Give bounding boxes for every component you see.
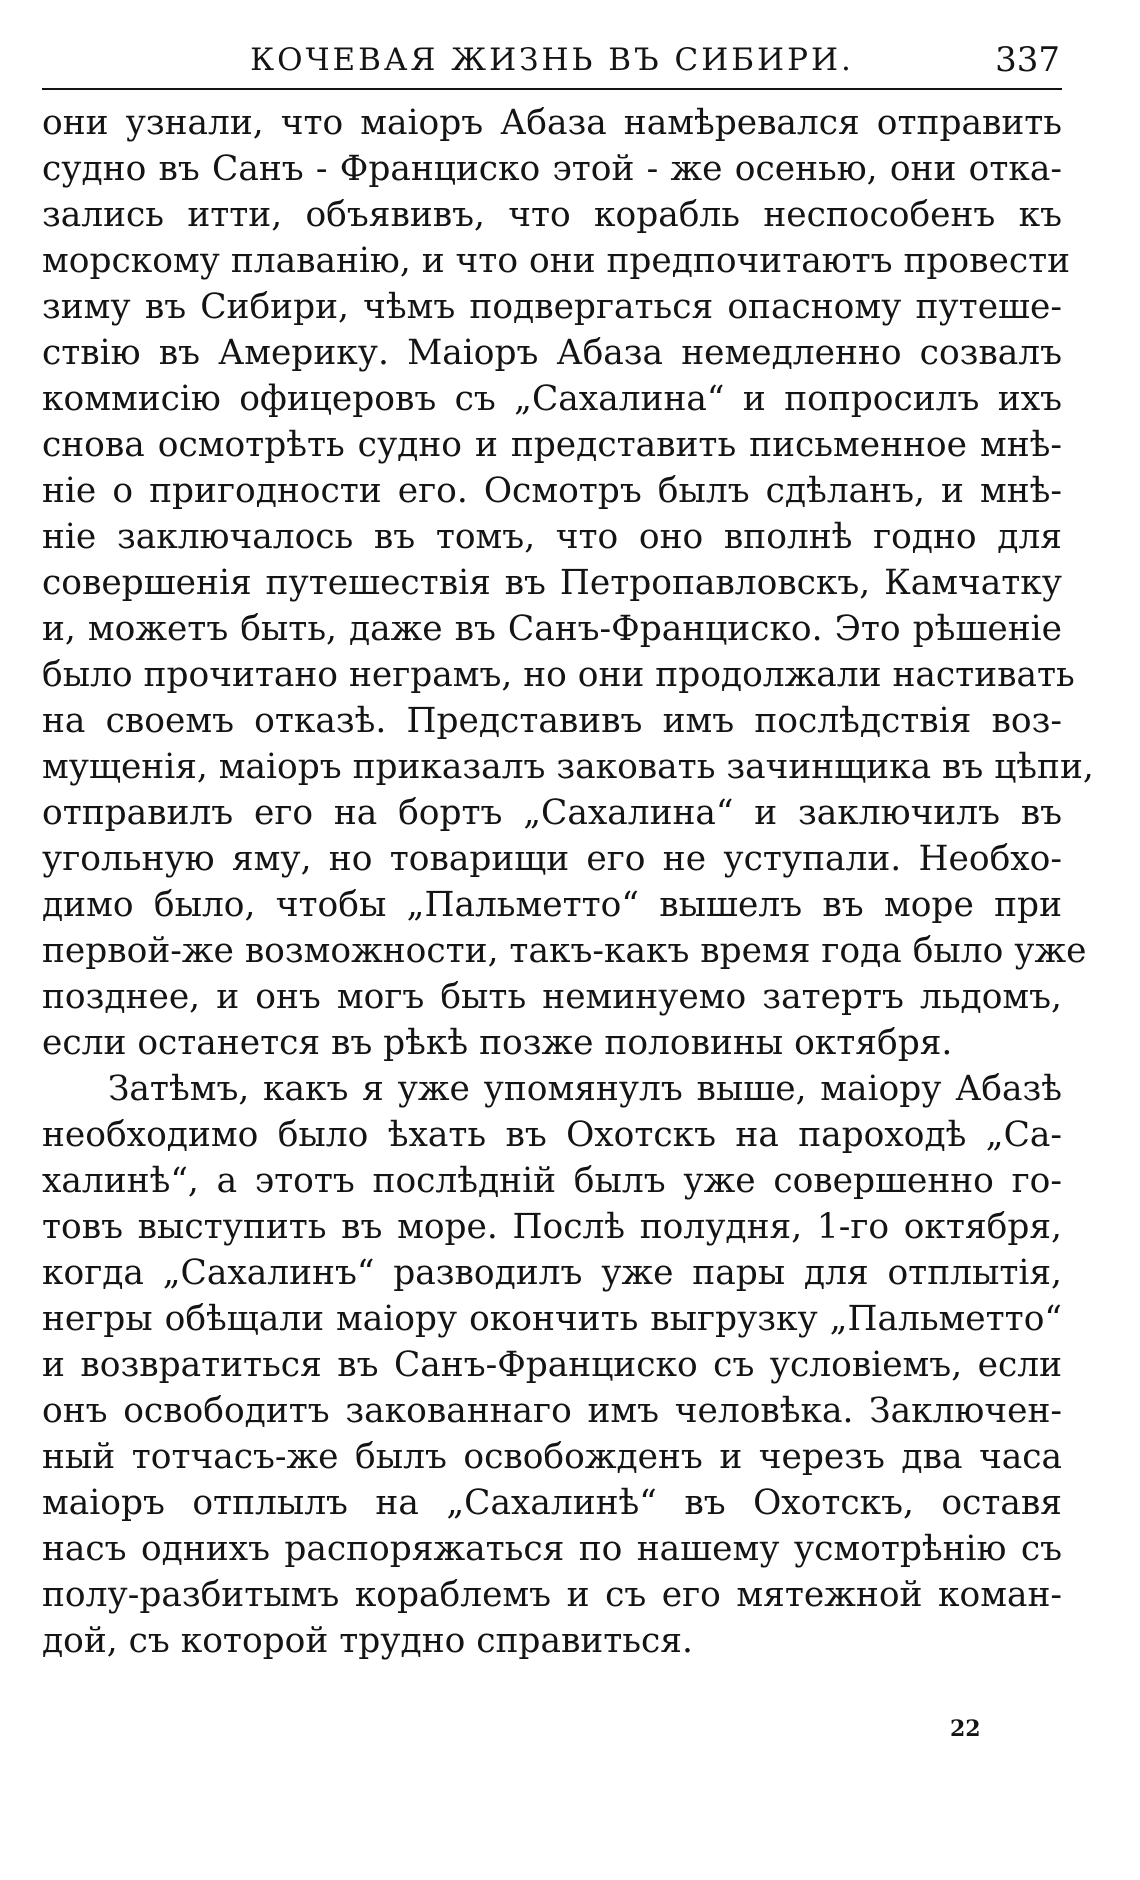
text-line: совершенія путешествія въ Петропавловскъ, Камчатку	[42, 563, 1062, 603]
text-line: ствію въ Америку. Маіоръ Абаза немедленно созвалъ	[42, 333, 1062, 373]
text-line: ніе о пригодности его. Осмотръ былъ сдѣланъ, и мнѣ-	[42, 471, 1062, 511]
text-line: позднее, и онъ могъ быть неминуемо затертъ льдомъ,	[42, 977, 1062, 1017]
text-line: отправилъ его на бортъ „Сахалина“ и заключилъ въ	[42, 793, 1062, 833]
text-line: коммисію офицеровъ съ „Сахалина“ и попросилъ ихъ	[42, 379, 1062, 419]
text-line: зиму въ Сибири, чѣмъ подвергаться опасному путеше-	[42, 287, 1062, 327]
page-number: 337	[995, 40, 1060, 80]
paragraph	[42, 1066, 1062, 1664]
running-head	[42, 38, 1062, 90]
text-line: и возвратиться въ Санъ-Франциско съ условіемъ, если	[42, 1345, 1062, 1385]
text-line: Затѣмъ, какъ я уже упомянулъ выше, маіору Абазѣ	[108, 1069, 1062, 1109]
paragraph	[42, 100, 1094, 1066]
text-line: судно въ Санъ - Франциско этой - же осенью, они отка-	[42, 149, 1062, 189]
body-text	[42, 100, 1094, 1664]
text-line: халинѣ“, а этотъ послѣдній былъ уже совершенно го-	[42, 1161, 1062, 1201]
text-line: негры обѣщали маіору окончить выгрузку „Пальметто“	[42, 1299, 1062, 1339]
text-line: ніе заключалось въ томъ, что оно вполнѣ годно для	[42, 517, 1062, 557]
text-line: они узнали, что маіоръ Абаза намѣревался отправить	[42, 103, 1062, 143]
text-line: онъ освободитъ закованнаго имъ человѣка. Заключен-	[42, 1391, 1062, 1431]
text-line: маіоръ отплылъ на „Сахалинѣ“ въ Охотскъ, оставя	[42, 1483, 1062, 1523]
text-line: полу-разбитымъ кораблемъ и съ его мятежной коман-	[42, 1575, 1062, 1615]
book-page	[42, 38, 1094, 1664]
text-line: и, можетъ быть, даже въ Санъ-Франциско. Это рѣшеніе	[42, 609, 1062, 649]
text-line: мущенія, маіоръ приказалъ заковать зачинщика въ цѣпи,	[42, 747, 1094, 787]
text-line: насъ однихъ распоряжаться по нашему усмотрѣнію съ	[42, 1529, 1062, 1569]
text-line: когда „Сахалинъ“ разводилъ уже пары для отплытія,	[42, 1253, 1062, 1293]
text-line: необходимо было ѣхать въ Охотскъ на пароходѣ „Са-	[42, 1115, 1062, 1155]
text-line: угольную яму, но товарищи его не уступали. Необхо-	[42, 839, 1062, 879]
text-line: первой-же возможности, такъ-какъ время года было уже	[42, 931, 1087, 971]
text-line: дой, съ которой трудно справиться.	[42, 1621, 693, 1661]
text-line: зались итти, объявивъ, что корабль неспособенъ къ	[42, 195, 1062, 235]
text-line: морскому плаванію, и что они предпочитаютъ провести	[42, 241, 1071, 281]
text-line: на своемъ отказѣ. Представивъ имъ послѣдствія воз-	[42, 701, 1062, 741]
text-line: если останется въ рѣкѣ позже половины октября.	[42, 1023, 953, 1063]
signature-mark: 22	[950, 1716, 981, 1742]
running-title: КОЧЕВАЯ ЖИЗНЬ ВЪ СИБИРИ.	[250, 42, 854, 78]
text-line: ный тотчасъ-же былъ освобожденъ и черезъ два часа	[42, 1437, 1062, 1477]
text-line: снова осмотрѣть судно и представить письменное мнѣ-	[42, 425, 1062, 465]
text-line: было прочитано неграмъ, но они продолжали настивать	[42, 655, 1075, 695]
text-line: товъ выступить въ море. Послѣ полудня, 1-го октября,	[42, 1207, 1062, 1247]
text-line: димо было, чтобы „Пальметто“ вышелъ въ море при	[42, 885, 1062, 925]
